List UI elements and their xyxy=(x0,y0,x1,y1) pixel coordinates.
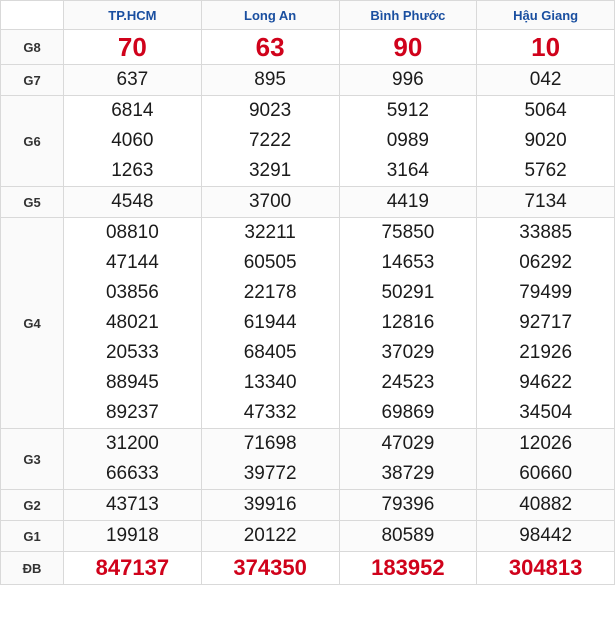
result-cell xyxy=(477,218,615,429)
table-row xyxy=(1,30,615,65)
result-number: 80589 xyxy=(381,525,435,546)
prize-label: G4 xyxy=(1,218,64,429)
result-number: 1263 xyxy=(111,160,154,181)
result-number: 92717 xyxy=(519,312,573,333)
column-header-province-0[interactable]: TP.HCM xyxy=(64,1,202,30)
result-cell xyxy=(339,552,477,585)
result-number: 14653 xyxy=(381,252,435,273)
result-number: 71698 xyxy=(243,433,297,454)
result-number: 847137 xyxy=(95,555,170,580)
result-number: 06292 xyxy=(519,252,573,273)
result-number: 48021 xyxy=(105,312,159,333)
result-number: 996 xyxy=(392,69,424,90)
result-cell xyxy=(477,552,615,585)
result-number: 10 xyxy=(531,32,561,62)
result-cell xyxy=(64,96,202,187)
column-header-province-1[interactable]: Long An xyxy=(201,1,339,30)
result-number: 4419 xyxy=(386,191,430,212)
result-number: 08810 xyxy=(105,222,159,243)
result-number: 6814 xyxy=(111,100,154,121)
result-number: 7222 xyxy=(248,130,292,151)
result-number: 19918 xyxy=(105,525,159,546)
result-cell xyxy=(477,429,615,490)
result-cell xyxy=(477,96,615,187)
result-number: 304813 xyxy=(508,555,583,580)
result-number: 3700 xyxy=(248,191,292,212)
table-body xyxy=(1,30,615,585)
prize-label: G2 xyxy=(1,490,64,521)
result-number: 0989 xyxy=(386,130,430,151)
result-number: 60505 xyxy=(243,252,297,273)
result-number: 20122 xyxy=(243,525,297,546)
result-cell xyxy=(339,490,477,521)
result-number: 3291 xyxy=(248,160,292,181)
result-number: 37029 xyxy=(381,342,435,363)
result-number: 39772 xyxy=(243,463,297,484)
table-row xyxy=(1,65,615,96)
result-number: 4060 xyxy=(111,130,154,151)
result-number: 98442 xyxy=(519,525,573,546)
result-number: 94622 xyxy=(519,372,573,393)
result-cell xyxy=(339,429,477,490)
table-row xyxy=(1,187,615,218)
result-number: 9020 xyxy=(524,130,567,151)
result-number: 24523 xyxy=(381,372,435,393)
result-number: 88945 xyxy=(105,372,159,393)
result-number: 7134 xyxy=(524,191,567,212)
result-number: 66633 xyxy=(105,463,159,484)
table-row xyxy=(1,218,615,429)
result-cell xyxy=(201,552,339,585)
result-cell xyxy=(339,521,477,552)
result-number: 183952 xyxy=(371,555,445,580)
result-number: 4548 xyxy=(111,191,154,212)
result-number: 90 xyxy=(393,32,423,62)
result-cell xyxy=(201,30,339,65)
result-number: 50291 xyxy=(381,282,435,303)
result-number: 47144 xyxy=(105,252,159,273)
result-number: 68405 xyxy=(243,342,297,363)
result-cell xyxy=(201,490,339,521)
result-cell xyxy=(64,187,202,218)
result-number: 895 xyxy=(254,69,286,90)
result-number: 31200 xyxy=(105,433,159,454)
result-number: 5912 xyxy=(386,100,430,121)
result-cell xyxy=(339,187,477,218)
result-number: 042 xyxy=(529,69,562,90)
result-number: 60660 xyxy=(519,463,573,484)
result-cell xyxy=(339,96,477,187)
result-number: 03856 xyxy=(105,282,159,303)
result-number: 43713 xyxy=(105,494,159,515)
result-number: 5064 xyxy=(524,100,567,121)
result-cell xyxy=(477,30,615,65)
result-number: 20533 xyxy=(105,342,159,363)
result-cell xyxy=(339,30,477,65)
result-cell xyxy=(64,552,202,585)
result-number: 374350 xyxy=(233,555,307,580)
result-number: 12026 xyxy=(519,433,573,454)
result-cell xyxy=(477,490,615,521)
result-number: 22178 xyxy=(243,282,297,303)
result-cell xyxy=(201,96,339,187)
result-cell xyxy=(477,187,615,218)
prize-label: G8 xyxy=(1,30,64,65)
result-number: 13340 xyxy=(243,372,297,393)
prize-label: G7 xyxy=(1,65,64,96)
result-cell xyxy=(477,521,615,552)
result-cell xyxy=(64,429,202,490)
result-cell xyxy=(64,65,202,96)
prize-label: ĐB xyxy=(1,552,64,585)
result-number: 32211 xyxy=(244,222,296,243)
table-row xyxy=(1,490,615,521)
result-cell xyxy=(339,65,477,96)
column-header-province-2[interactable]: Bình Phước xyxy=(339,1,477,30)
result-number: 5762 xyxy=(524,160,567,181)
result-number: 47332 xyxy=(243,402,297,423)
result-number: 75850 xyxy=(381,222,435,243)
table-header xyxy=(1,1,615,30)
result-number: 33885 xyxy=(519,222,573,243)
header-row xyxy=(1,1,615,30)
result-cell xyxy=(201,187,339,218)
result-cell xyxy=(64,218,202,429)
result-number: 61944 xyxy=(243,312,297,333)
result-number: 3164 xyxy=(386,160,430,181)
result-number: 21926 xyxy=(519,342,573,363)
result-cell xyxy=(339,218,477,429)
result-number: 79396 xyxy=(381,494,435,515)
result-cell xyxy=(201,218,339,429)
result-number: 70 xyxy=(117,32,147,62)
result-number: 12816 xyxy=(381,312,435,333)
result-number: 40882 xyxy=(519,494,573,515)
result-number: 39916 xyxy=(243,494,297,515)
prize-label: G5 xyxy=(1,187,64,218)
result-number: 47029 xyxy=(381,433,435,454)
result-cell xyxy=(64,521,202,552)
result-cell xyxy=(201,429,339,490)
corner-cell xyxy=(1,1,64,30)
result-number: 38729 xyxy=(381,463,435,484)
result-cell xyxy=(201,521,339,552)
result-number: 34504 xyxy=(519,402,573,423)
result-cell xyxy=(64,30,202,65)
prize-label: G1 xyxy=(1,521,64,552)
result-number: 63 xyxy=(255,32,285,62)
result-cell xyxy=(477,65,615,96)
column-header-province-3[interactable]: Hậu Giang xyxy=(477,1,615,30)
result-number: 89237 xyxy=(105,402,159,423)
prize-label: G3 xyxy=(1,429,64,490)
result-number: 9023 xyxy=(248,100,292,121)
table-row xyxy=(1,429,615,490)
table-row xyxy=(1,552,615,585)
table-row xyxy=(1,96,615,187)
prize-label: G6 xyxy=(1,96,64,187)
result-cell xyxy=(64,490,202,521)
result-number: 79499 xyxy=(519,282,573,303)
table-row xyxy=(1,521,615,552)
result-number: 637 xyxy=(116,69,149,90)
result-cell xyxy=(201,65,339,96)
result-number: 69869 xyxy=(381,402,435,423)
